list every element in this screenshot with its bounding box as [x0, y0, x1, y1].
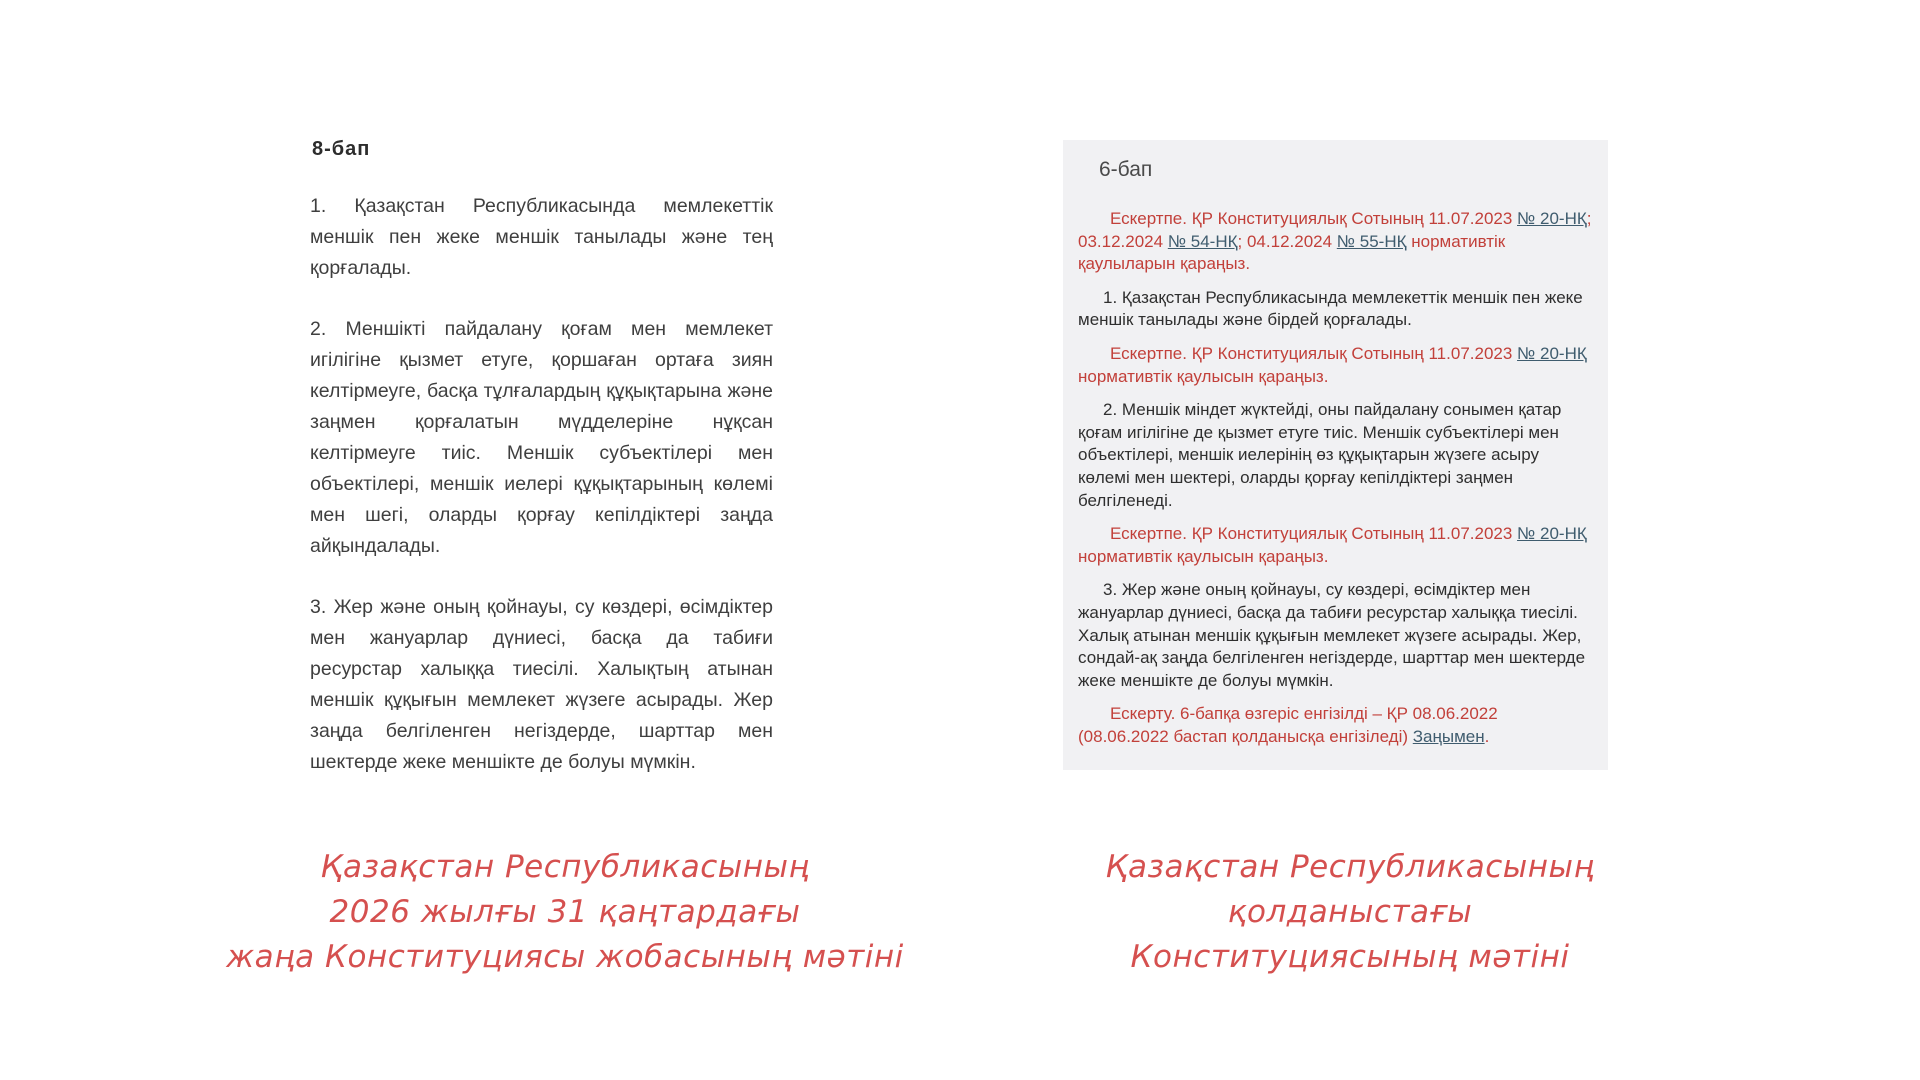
current-caption-line: қолданыстағы [1227, 894, 1473, 930]
draft-caption-line: Қазақстан Республикасының [320, 849, 810, 885]
note-text: Ескертпе. ҚР Конституциялық Сотының 11.07.2023 [1110, 209, 1518, 228]
link-ruling-54-nk[interactable]: № 54-НҚ [1167, 231, 1238, 251]
draft-article-panel [310, 138, 773, 778]
note-text: Ескертпе. ҚР Конституциялық Сотының 11.07.2023 [1110, 343, 1518, 363]
draft-paragraph-2: 2. Меншікті пайдалану қоғам мен мемлекет игілігіне қызмет етуге, қоршаған ортаға зиян келтірмеуге, басқа тұлғалардың құқықтарына және заңмен қорғалатын мүдделеріне нұқсан келтірмеуге тиіс. Меншік субъектілері мен объектілері, меншік иелері құқықтарының көлемі мен шегі, оларды қорғау кепілдіктері заңда айқындалады. [310, 318, 773, 557]
link-amendment-law[interactable]: Заңымен [1412, 726, 1485, 746]
draft-article-heading: 8-бап [312, 138, 371, 160]
current-caption-line: Қазақстан Республикасының [1105, 849, 1595, 885]
draft-caption-line: 2026 жылғы 31 қаңтардағы [329, 894, 801, 930]
link-ruling-20-nk[interactable]: № 20-НҚ [1517, 524, 1587, 544]
link-ruling-20-nk[interactable]: № 20-НҚ [1517, 343, 1587, 363]
current-paragraph-1: 1. Қазақстан Республикасында мемлекеттік меншік пен жеке меншік танылады және бірдей қорғалады. [1078, 287, 1583, 330]
amendment-note [1078, 703, 1592, 748]
note-text: Ескертпе. ҚР Конституциялық Сотының 11.07.2023 [1110, 524, 1518, 544]
court-note-1 [1078, 208, 1592, 276]
court-note-3 [1078, 523, 1592, 568]
note-text: Ескерту. 6-бапқа өзгеріс енгізілді – ҚР 08.06.2022 (08.06.2022 бастап қолданысқа енгізіледі) [1078, 704, 1498, 746]
draft-caption [215, 845, 915, 980]
link-ruling-20-nk[interactable]: № 20-НҚ [1517, 209, 1587, 228]
note-text: нормативтік қаулыларын қараңыз. [1078, 231, 1506, 274]
current-article-heading: 6-бап [1099, 158, 1153, 181]
court-note-2 [1078, 343, 1592, 388]
note-text: ; 03.12.2024 [1078, 209, 1592, 251]
draft-paragraph-3: 3. Жер және оның қойнауы, су көздері, өсімдіктер мен жануарлар дүниесі, басқа да табиғи ресурстар халыққа тиесілі. Халықтың атынан меншік құқығын мемлекет жүзеге асырады. Жер заңда белгіленген негіздерде, шарттар мен шектерде жеке меншікте де болуы мүмкін. [310, 596, 773, 773]
current-caption-line: Конституциясының мәтіні [1130, 939, 1570, 975]
link-ruling-55-nk[interactable]: № 55-НҚ [1336, 231, 1407, 251]
note-text: нормативтік қаулысын қараңыз. [1078, 366, 1329, 386]
current-caption [1000, 845, 1700, 980]
current-paragraph-2: 2. Меншік міндет жүктейді, оны пайдалану сонымен қатар қоғам игілігіне де қызмет етуге тиіс. Меншік субъектілері мен объектілері, меншік иелерінің өз құқықтарын жүзеге асыру көлемі мен шектері, оларды қорғау кепілдіктері заңмен белгіленеді. [1078, 400, 1562, 510]
draft-caption-line: жаңа Конституциясы жобасының мәтіні [226, 939, 904, 975]
draft-paragraph-1: 1. Қазақстан Республикасында мемлекеттік меншік пен жеке меншік танылады және тең қорғалады. [310, 195, 773, 279]
note-text: ; 04.12.2024 [1237, 231, 1337, 251]
current-paragraph-3: 3. Жер және оның қойнауы, су көздері, өсімдіктер мен жануарлар дүниесі, басқа да табиғи ресурстар халыққа тиесілі. Халық атынан меншік құқығын мемлекет жүзеге асырады. Жер, сондай-ақ заңда белгіленген негіздерде, шарттар мен шектерде жеке меншікте де болуы мүмкін. [1078, 580, 1586, 690]
note-text: нормативтік қаулысын қараңыз. [1078, 546, 1329, 566]
note-text: . [1484, 726, 1490, 746]
current-article-panel [1063, 140, 1608, 770]
